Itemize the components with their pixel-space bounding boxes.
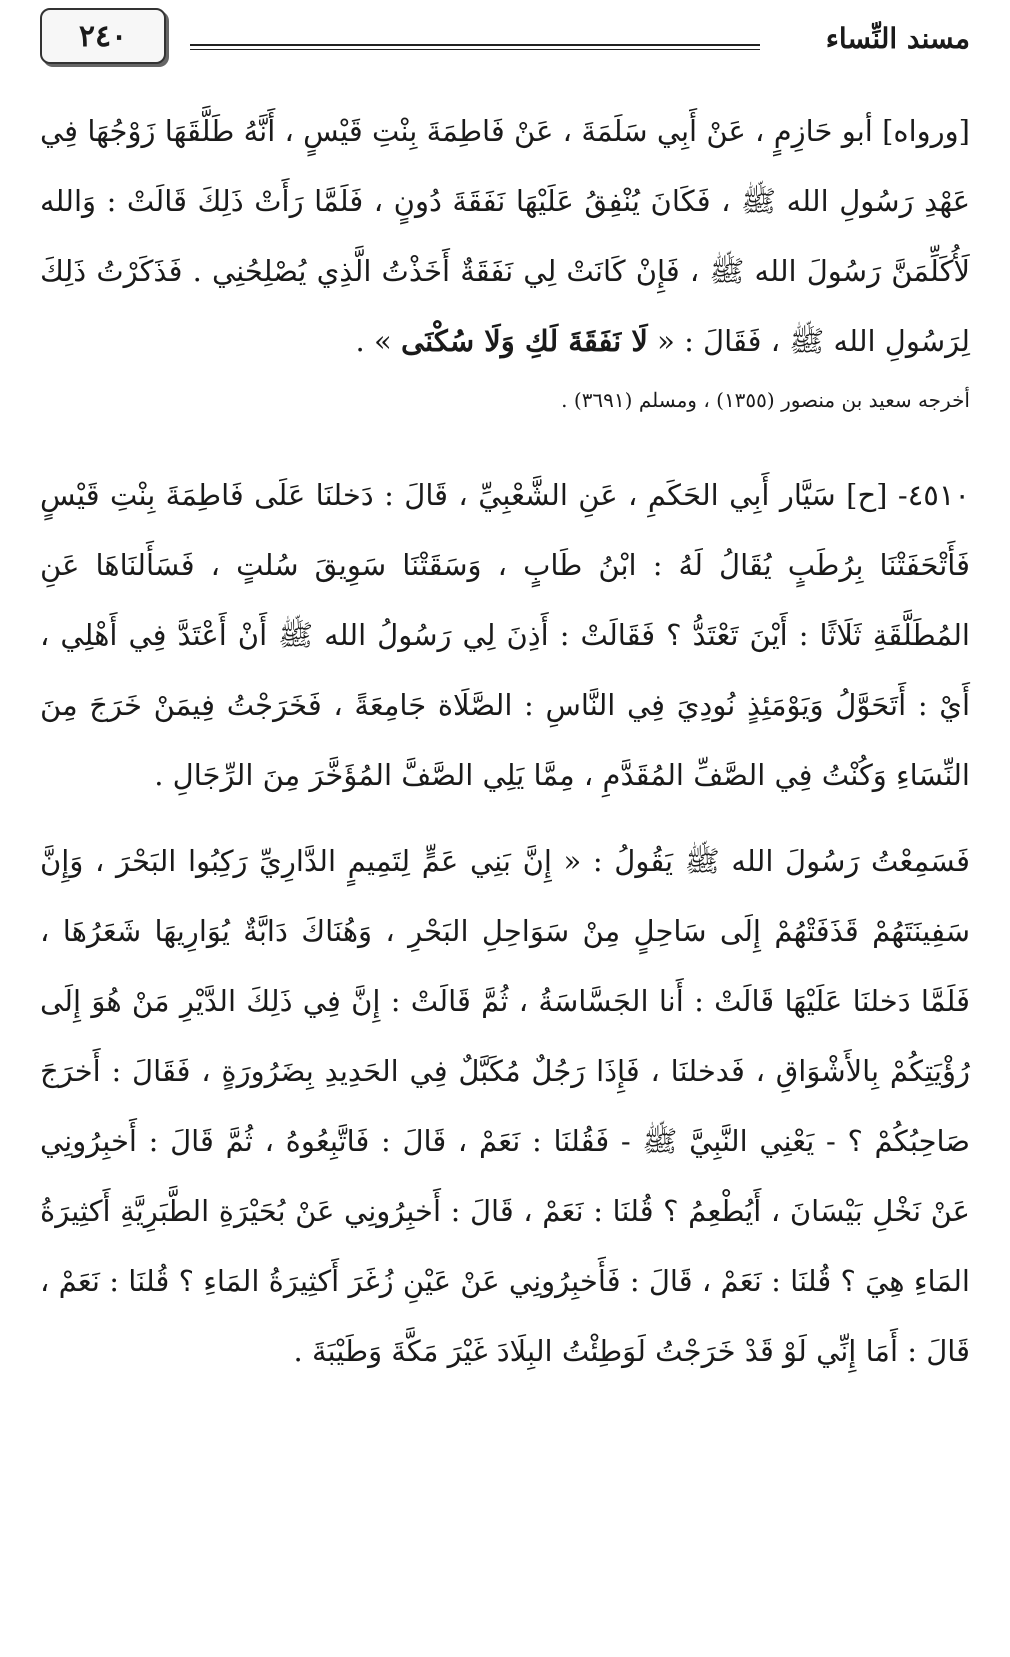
page-header: [40, 8, 970, 68]
header-rule: [190, 44, 760, 50]
prophet-quote: لَا نَفَقَةَ لَكِ وَلَا سُكْنَى: [400, 324, 648, 358]
narration-paragraph: [40, 96, 970, 376]
running-title: مسند النِّساء: [825, 22, 970, 55]
hadith-4510-paragraph-1: ٤٥١٠- [ح] سَيَّار أَبِي الحَكَمِ ، عَنِ الشَّعْبِيِّ ، قَالَ : دَخلنَا عَلَى فَاطِمَةَ بِنْتِ قَيْسٍ فَأَتْحَفَتْنَا بِرُطَبٍ يُقَالُ لَهُ : ابْنُ طَابٍ ، وَسَقَتْنَا سَوِيقَ سُلتٍ ، فَسَأَلنَاهَا عَنِ المُطَلَّقَةِ ثَلَاثًا : أَيْنَ تَعْتَدُّ ؟ فَقَالَتْ : أَذِنَ لِي رَسُولُ الله ﷺ أَنْ أَعْتَدَّ فِي أَهْلِي ، أَيْ : أَتَحَوَّلُ وَيَوْمَئِذٍ نُودِيَ فِي النَّاسِ : الصَّلَاة جَامِعَةً ، فَخَرَجْتُ فِيمَنْ خَرَجَ مِنَ النِّسَاءِ وَكُنْتُ فِي الصَّفِّ المُقَدَّمِ ، مِمَّا يَلِي الصَّفَّ المُؤَخَّرَ مِنَ الرِّجَالِ .: [40, 478, 971, 792]
page-number: ٢٤٠: [40, 8, 166, 64]
narration-end: » .: [355, 324, 401, 358]
narration-text: [ورواه] أبو حَازِمٍ ، عَنْ أَبِي سَلَمَةَ ، عَنْ فَاطِمَةَ بِنْتِ قَيْسٍ ، أَنَّهُ طَلَّقَهَا زَوْجُهَا فِي عَهْدِ رَسُولِ الله ﷺ ، فَكَانَ يُنْفِقُ عَلَيْهَا نَفَقَةَ دُونٍ ، فَلَمَّا رَأَتْ ذَلِكَ قَالَتْ : وَالله لَأُكَلِّمَنَّ رَسُولَ الله ﷺ ، فَإِنْ كَانَتْ لِي نَفَقَةٌ أَخَذْتُ الَّذِي يُصْلِحُنِي . فَذَكَرْتُ ذَلِكَ لِرَسُولِ الله ﷺ ، فَقَالَ : «: [40, 114, 970, 358]
takhrij-footnote: أخرجه سعيد بن منصور (١٣٥٥) ، ومسلم (٣٦٩١) .: [561, 388, 970, 412]
hadith-4510-paragraph-2: فَسَمِعْتُ رَسُولَ الله ﷺ يَقُولُ : « إِنَّ بَنِي عَمٍّ لِتَمِيمٍ الدَّارِيِّ رَكِبُوا البَحْرَ ، وَإِنَّ سَفِينَتَهُمْ قَذَفَتْهُمْ إِلَى سَاحِلٍ مِنْ سَوَاحِلِ البَحْرِ ، وَهُنَاكَ دَابَّةٌ يُوَارِيهَا شَعَرُهَا ، فَلَمَّا دَخلنَا عَلَيْهَا قَالَتْ : أَنا الجَسَّاسَةُ ، ثُمَّ قَالَتْ : إِنَّ فِي ذَلِكَ الدَّيْرِ مَنْ هُوَ إِلَى رُؤْيَتِكُمْ بِالأَشْوَاقِ ، فَدخلنَا ، فَإِذَا رَجُلٌ مُكَبَّلٌ فِي الحَدِيدِ بِضَرُورَةٍ ، فَقَالَ : أَخرَجَ صَاحِبُكُمْ ؟ - يَعْنِي النَّبِيَّ ﷺ - فَقُلنَا : نَعَمْ ، قَالَ : فَاتَّبِعُوهُ ، ثُمَّ قَالَ : أَخبِرُونِي عَنْ نَخْلِ بَيْسَانَ ، أَيُطْعِمُ ؟ قُلنَا : نَعَمْ ، قَالَ : أَخبِرُونِي عَنْ بُحَيْرَةِ الطَّبَرِيَّةِ أَكثِيرَةُ المَاءِ هِيَ ؟ قُلنَا : نَعَمْ ، قَالَ : فَأَخبِرُونِي عَنْ عَيْنِ زُغَرَ أَكثِيرَةُ المَاءِ ؟ قُلنَا : نَعَمْ ، قَالَ : أَمَا إِنِّي لَوْ قَدْ خَرَجْتُ لَوَطِئْتُ البِلَادَ غَيْرَ مَكَّةَ وَطَيْبَةَ .: [40, 844, 970, 1368]
page-body: [40, 96, 970, 1386]
